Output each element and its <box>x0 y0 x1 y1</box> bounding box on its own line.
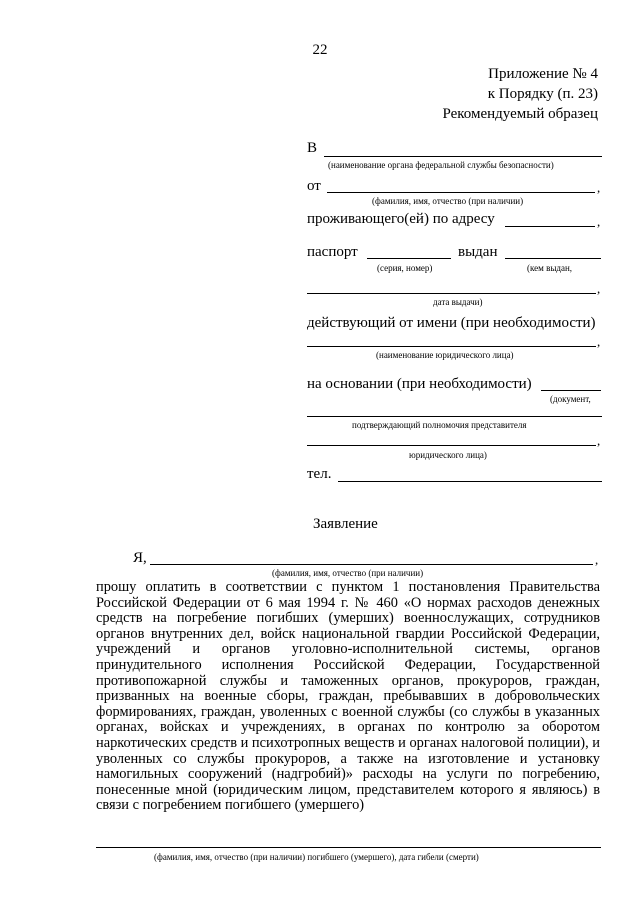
entity-caption: (наименование юридического лица) <box>376 350 514 360</box>
phone-field[interactable] <box>338 481 602 482</box>
entity-field[interactable] <box>307 346 596 347</box>
comma: , <box>597 180 601 195</box>
deceased-field[interactable] <box>96 847 601 848</box>
to-label: В <box>307 140 318 156</box>
issued-by-field[interactable] <box>505 258 601 259</box>
address-field[interactable] <box>505 226 595 227</box>
issue-date-field[interactable] <box>307 293 596 294</box>
entity2-caption: юридического лица) <box>409 450 487 460</box>
series-caption: (серия, номер) <box>377 263 433 273</box>
issued-label: выдан <box>458 244 498 260</box>
order-reference: к Порядку (п. 23) <box>487 86 598 102</box>
passport-label: паспорт <box>307 244 358 260</box>
applicant-name-caption: (фамилия, имя, отчество (при наличии) <box>272 568 424 578</box>
document-caption: (документ, <box>550 394 591 404</box>
authority-caption: подтверждающий полномочия представителя <box>352 420 527 430</box>
applicant-name-field[interactable] <box>150 564 593 565</box>
authority-field[interactable] <box>307 416 602 417</box>
comma: , <box>597 433 601 448</box>
page-number: 22 <box>312 42 328 58</box>
address-label: проживающего(ей) по адресу <box>307 211 495 227</box>
comma: , <box>597 334 601 349</box>
comma: , <box>595 552 599 567</box>
from-label: от <box>307 178 321 194</box>
acting-label: действующий от имени (при необходимости) <box>307 315 596 331</box>
to-caption: (наименование органа федеральной службы безопасности) <box>328 160 554 170</box>
from-caption: (фамилия, имя, отчество (при наличии) <box>372 196 524 206</box>
issued-by-caption: (кем выдан, <box>527 263 573 273</box>
from-field[interactable] <box>327 192 595 193</box>
basis-label: на основании (при необходимости) <box>307 376 532 392</box>
statement-body: прошу оплатить в соответствии с пунктом 1 постановления Правительства Российской Федерации от 6 мая 1994 г. № 460 «О нормах расходов денежных средств на погребение погибших (умерших) военнослужащих, сотрудников органов внутренних дел, войск национальной гвардии Российской Федерации, учреждений и органов уголовно-исполнительной системы, органов принудительного исполнения Российской Федерации, Государственной противопожарной службы и таможенных органов, прокуроров, граждан, призванных на военные сборы, граждан, пребывавших в добровольческих формированиях, граждан, уволенных с военной службы (со службы в указанных органах, войсках и учреждениях, в органах по контролю за оборотом наркотических средств и психотропных веществ и органах налоговой полиции), и уволенных со службы прокуроров, а также на изготовление и установку намогильных сооружений (надгробий)» расходы на услуги по погребению, понесенные мной (юридическим лицом, представителем которого я являюсь) в связи с погребением погибшего (умершего) <box>96 579 600 814</box>
statement-title: Заявление <box>313 516 378 532</box>
deceased-caption: (фамилия, имя, отчество (при наличии) погибшего (умершего), дата гибели (смерти) <box>154 852 479 862</box>
basis-field[interactable] <box>541 390 601 391</box>
phone-label: тел. <box>307 466 332 482</box>
entity2-field[interactable] <box>307 445 596 446</box>
i-label: Я, <box>133 550 147 566</box>
sample-label: Рекомендуемый образец <box>442 106 598 122</box>
passport-field[interactable] <box>367 258 451 259</box>
appendix-number: Приложение № 4 <box>488 66 598 82</box>
comma: , <box>597 281 601 296</box>
comma: , <box>597 214 601 229</box>
issue-date-caption: дата выдачи) <box>433 297 483 307</box>
to-field[interactable] <box>324 156 602 157</box>
